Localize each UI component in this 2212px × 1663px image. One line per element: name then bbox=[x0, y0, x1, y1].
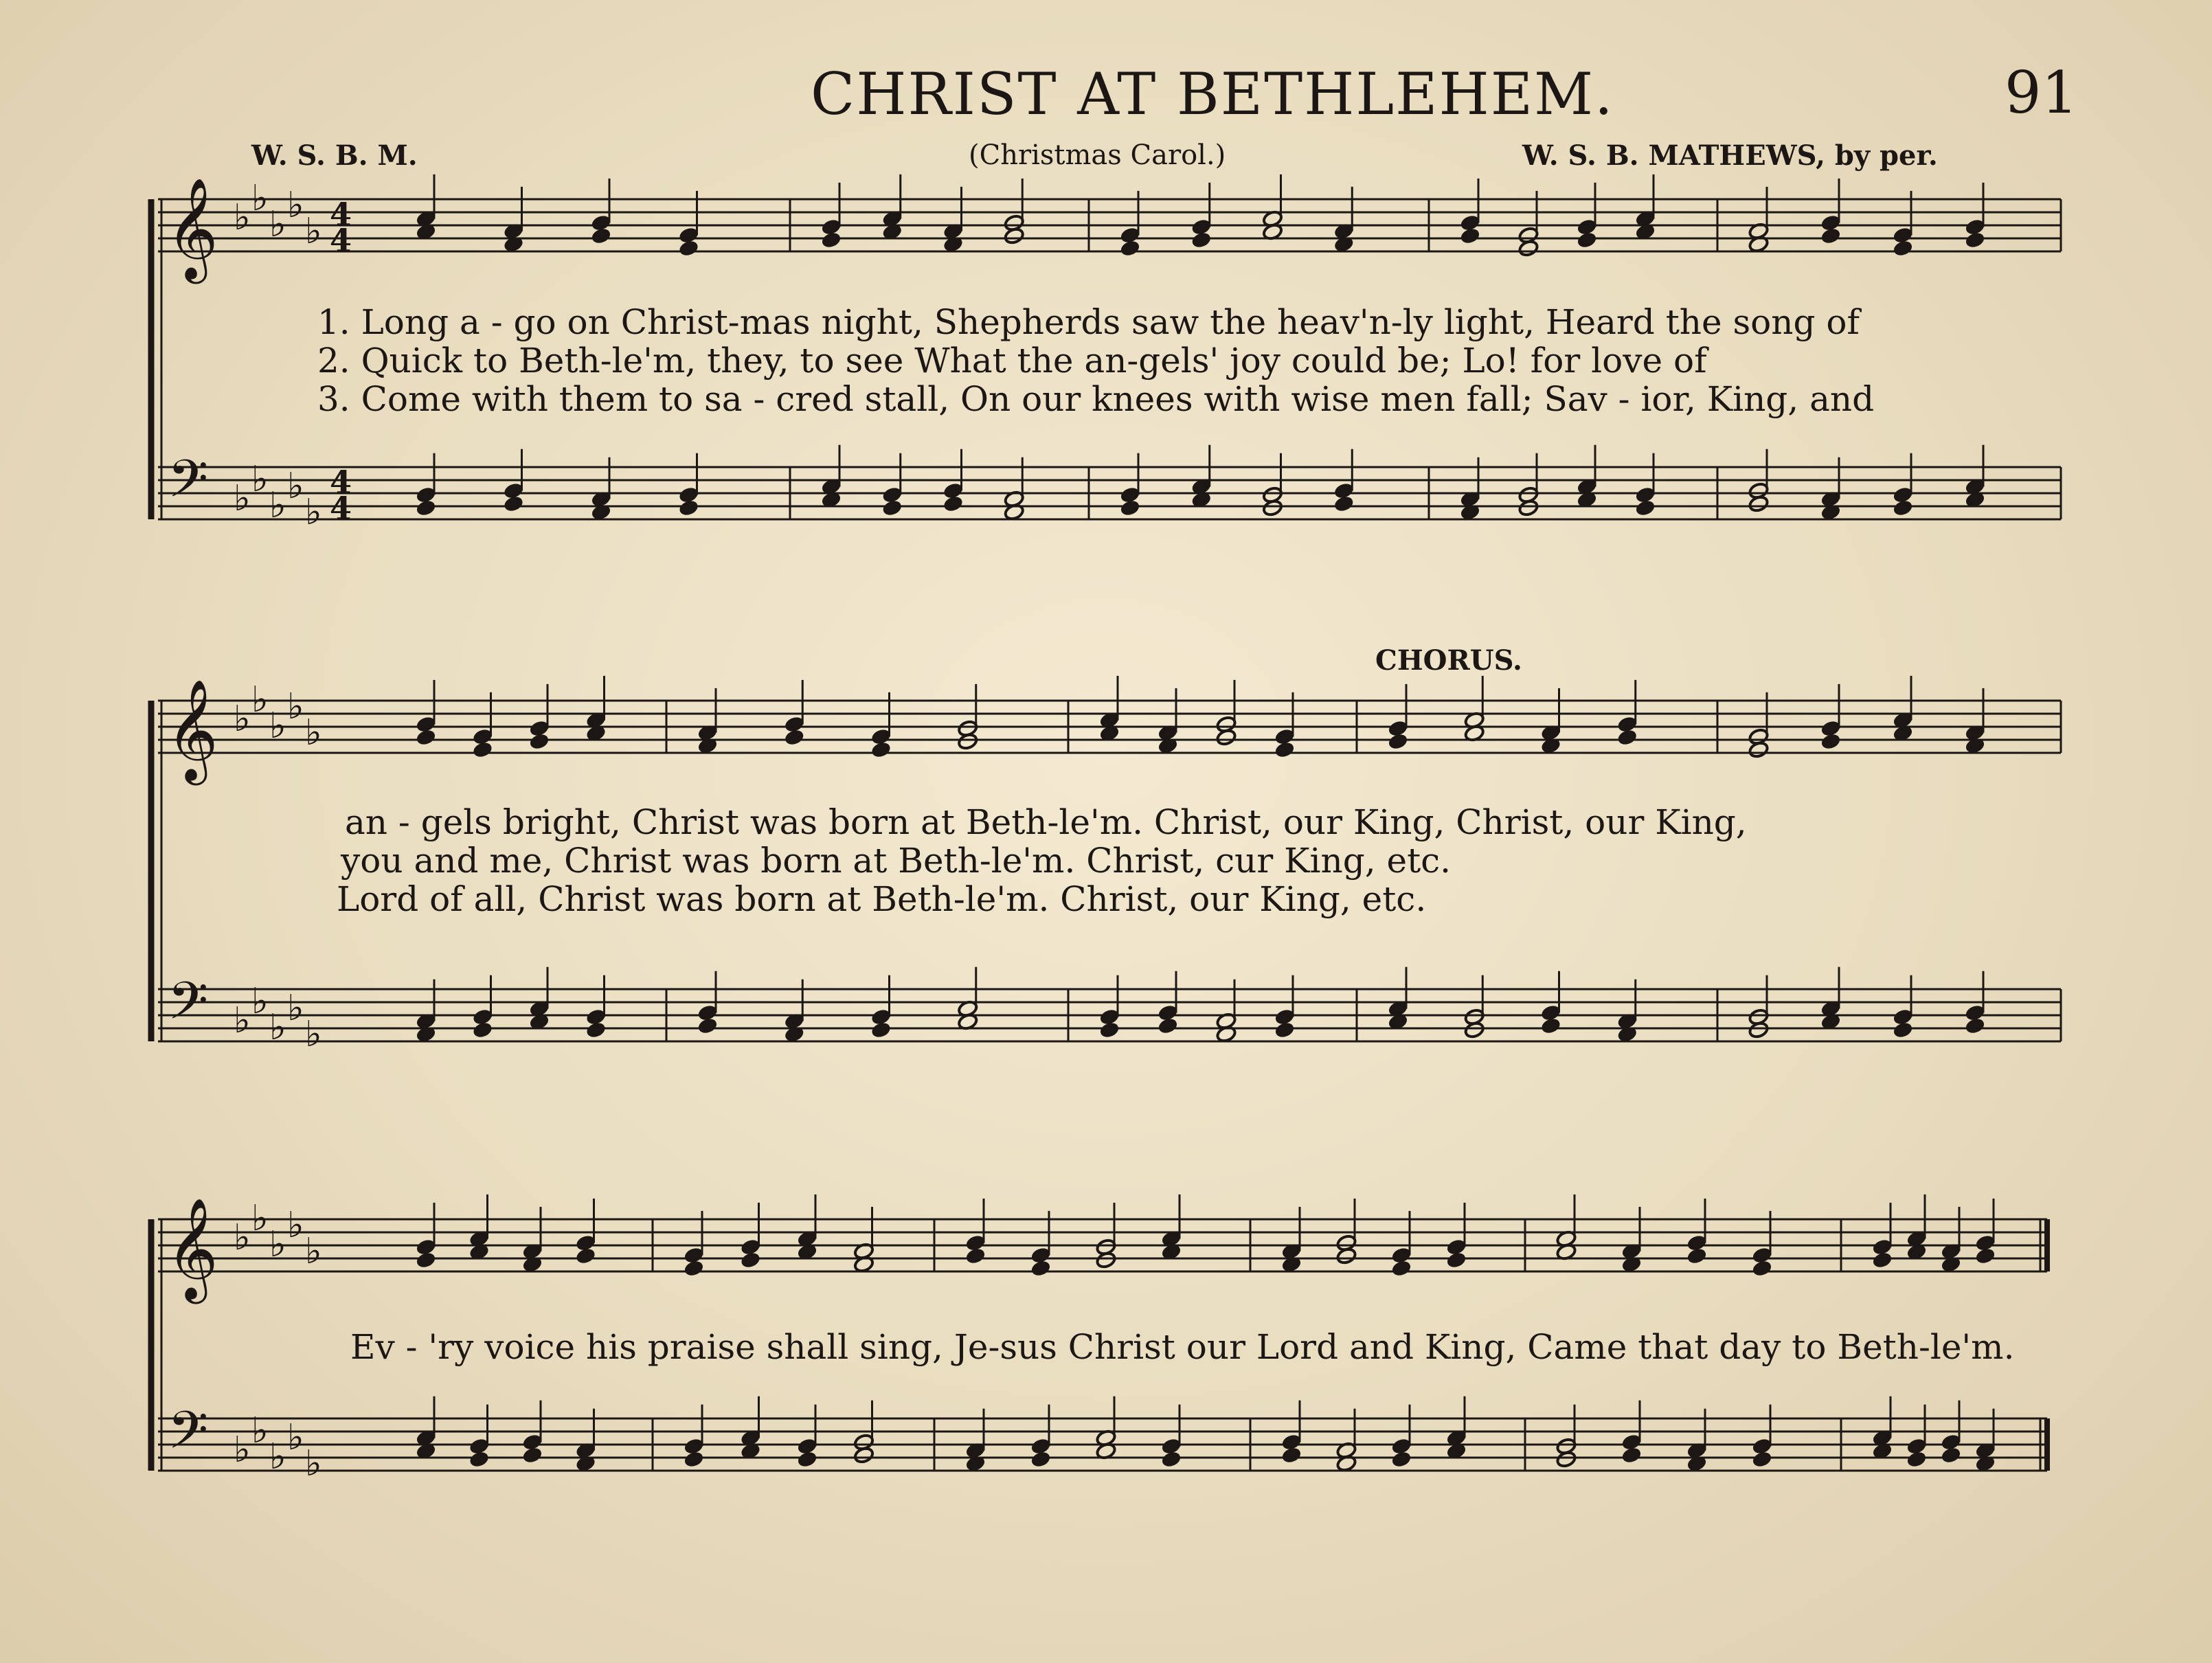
treble-note bbox=[1577, 231, 1598, 249]
treble-note bbox=[416, 1251, 437, 1269]
verse-3-line-2: Lord of all, Christ was born at Beth-le'm. Christ, our King, etc. bbox=[337, 879, 1427, 919]
treble-key-flat: ♭ bbox=[305, 211, 322, 252]
bass-note bbox=[1391, 1450, 1412, 1468]
verse-2-line-1: 2. Quick to Beth-le'm, they, to see What the an-gels' joy could be; Lo! for love of bbox=[317, 341, 1707, 381]
bass-note bbox=[684, 1450, 705, 1468]
treble-note bbox=[740, 1251, 761, 1269]
treble-key-flat: ♭ bbox=[269, 204, 286, 245]
bass-clef: 𝄢 bbox=[168, 449, 209, 522]
bass-key-flat: ♭ bbox=[269, 1007, 286, 1048]
bass-note bbox=[1893, 1021, 1914, 1039]
bass-key-flat: ♭ bbox=[234, 478, 251, 519]
treble-key-flat: ♭ bbox=[287, 1205, 304, 1246]
verse-2-line-2: you and me, Christ was born at Beth-le'm. Christ, cur King, etc. bbox=[341, 841, 1452, 881]
treble-note bbox=[1820, 732, 1842, 750]
treble-note bbox=[1216, 728, 1237, 746]
treble-note bbox=[1965, 231, 1986, 249]
treble-clef: 𝄞 bbox=[166, 1197, 218, 1300]
treble-note bbox=[1686, 1247, 1708, 1265]
treble-note bbox=[1274, 740, 1296, 758]
treble-note bbox=[1391, 1259, 1412, 1277]
treble-note bbox=[1446, 1251, 1467, 1269]
treble-note bbox=[684, 1259, 705, 1277]
bass-note bbox=[1120, 499, 1141, 517]
bass-key-flat: ♭ bbox=[287, 466, 304, 507]
bass-note bbox=[522, 1446, 543, 1464]
bass-note bbox=[1635, 499, 1656, 517]
treble-note bbox=[1388, 732, 1409, 750]
treble-note bbox=[416, 728, 437, 746]
treble-note bbox=[1190, 231, 1212, 249]
bass-note bbox=[1556, 1450, 1577, 1468]
music-credit: W. S. B. MATHEWS, by per. bbox=[1522, 139, 1938, 172]
treble-key-flat: ♭ bbox=[234, 699, 251, 740]
treble-key-flat: ♭ bbox=[305, 712, 322, 754]
bass-key-flat: ♭ bbox=[234, 1429, 251, 1471]
treble-note bbox=[957, 732, 978, 750]
verse-1-line-2: an - gels bright, Christ was born at Beth-le'm. Christ, our King, Christ, our King, bbox=[345, 802, 1747, 842]
time-sig-bottom: 4 bbox=[330, 490, 352, 527]
bass-note bbox=[1099, 1021, 1120, 1039]
bass-note bbox=[1464, 1021, 1485, 1039]
treble-key-flat: ♭ bbox=[269, 705, 286, 747]
bass-note bbox=[469, 1450, 490, 1468]
bass-note bbox=[1158, 1017, 1179, 1034]
bass-note bbox=[503, 495, 524, 512]
treble-note bbox=[965, 1247, 986, 1265]
bass-key-flat: ♭ bbox=[269, 485, 286, 526]
treble-note bbox=[678, 239, 699, 257]
bass-note bbox=[1752, 1450, 1773, 1468]
bass-note bbox=[1621, 1446, 1643, 1464]
treble-key-flat: ♭ bbox=[305, 1231, 322, 1272]
treble-note bbox=[870, 740, 892, 758]
bass-key-flat: ♭ bbox=[305, 492, 322, 533]
treble-key-flat: ♭ bbox=[251, 1198, 269, 1239]
bass-note bbox=[1748, 495, 1770, 512]
bass-note bbox=[1262, 499, 1283, 517]
treble-key-flat: ♭ bbox=[234, 1217, 251, 1258]
bass-clef: 𝄢 bbox=[168, 971, 209, 1044]
bass-key-flat: ♭ bbox=[234, 1000, 251, 1041]
bass-note bbox=[1540, 1017, 1561, 1034]
bass-note bbox=[1893, 499, 1914, 517]
bass-note bbox=[1333, 495, 1355, 512]
treble-note bbox=[1820, 227, 1842, 245]
bass-note bbox=[585, 1021, 607, 1039]
bass-note bbox=[1161, 1450, 1182, 1468]
treble-note bbox=[1096, 1251, 1117, 1269]
treble-note bbox=[1752, 1259, 1773, 1277]
bass-key-flat: ♭ bbox=[287, 1417, 304, 1458]
bass-note bbox=[943, 495, 964, 512]
bass-note bbox=[853, 1446, 874, 1464]
bass-note bbox=[870, 1021, 892, 1039]
treble-note bbox=[1893, 239, 1914, 257]
treble-note bbox=[784, 728, 805, 746]
chorus-label: CHORUS. bbox=[1375, 644, 1522, 677]
bass-note bbox=[678, 499, 699, 517]
treble-note bbox=[1975, 1247, 1996, 1265]
treble-key-flat: ♭ bbox=[269, 1224, 286, 1265]
treble-note bbox=[472, 740, 493, 758]
bass-key-flat: ♭ bbox=[251, 981, 269, 1022]
subtitle: (Christmas Carol.) bbox=[969, 139, 1226, 171]
bass-note bbox=[1965, 1017, 1986, 1034]
treble-note bbox=[1748, 740, 1770, 758]
words-credit: W. S. B. M. bbox=[251, 139, 418, 172]
bass-note bbox=[1274, 1021, 1296, 1039]
chorus-line: Ev - 'ry voice his praise shall sing, Je-sus Christ our Lord and King, Came that day to Beth-le'm. bbox=[350, 1327, 2015, 1367]
treble-key-flat: ♭ bbox=[251, 679, 269, 721]
bass-key-flat: ♭ bbox=[251, 459, 269, 500]
bass-key-flat: ♭ bbox=[287, 988, 304, 1029]
treble-key-flat: ♭ bbox=[251, 178, 269, 219]
treble-key-flat: ♭ bbox=[234, 197, 251, 238]
bass-note bbox=[1941, 1446, 1962, 1464]
bass-note bbox=[881, 499, 903, 517]
treble-note bbox=[1518, 239, 1539, 257]
bass-key-flat: ♭ bbox=[305, 1014, 322, 1055]
page-title: CHRIST AT BETHLEHEM. bbox=[811, 60, 1614, 128]
treble-note bbox=[821, 231, 842, 249]
bass-key-flat: ♭ bbox=[269, 1436, 286, 1478]
bass-note bbox=[1906, 1450, 1928, 1468]
bass-note bbox=[1748, 1021, 1770, 1039]
treble-note bbox=[1872, 1251, 1893, 1269]
treble-note bbox=[1120, 239, 1141, 257]
time-sig-bottom: 4 bbox=[330, 222, 352, 259]
time-sig-top: 4 bbox=[330, 196, 352, 233]
treble-note bbox=[1004, 227, 1025, 245]
treble-note bbox=[1616, 728, 1638, 746]
page-number: 91 bbox=[2005, 59, 2078, 126]
bass-note bbox=[797, 1450, 818, 1468]
treble-clef: 𝄞 bbox=[166, 177, 218, 280]
bass-note bbox=[1030, 1450, 1052, 1468]
bass-note bbox=[472, 1021, 493, 1039]
treble-note bbox=[1336, 1247, 1357, 1265]
verse-1-line-1: 1. Long a - go on Christ-mas night, Shepherds saw the heav'n-ly light, Heard the song of bbox=[317, 302, 1860, 342]
treble-key-flat: ♭ bbox=[287, 686, 304, 727]
bass-note bbox=[1281, 1446, 1302, 1464]
treble-note bbox=[1030, 1259, 1052, 1277]
treble-note bbox=[591, 227, 612, 245]
treble-note bbox=[529, 732, 550, 750]
bass-note bbox=[416, 499, 437, 517]
treble-note bbox=[1460, 227, 1481, 245]
bass-key-flat: ♭ bbox=[305, 1443, 322, 1484]
treble-note bbox=[575, 1247, 596, 1265]
treble-clef: 𝄞 bbox=[166, 679, 218, 781]
treble-key-flat: ♭ bbox=[287, 185, 304, 226]
bass-key-flat: ♭ bbox=[251, 1410, 269, 1451]
bass-note bbox=[697, 1017, 719, 1034]
bass-clef: 𝄢 bbox=[168, 1400, 209, 1473]
time-sig-top: 4 bbox=[330, 464, 352, 501]
bass-note bbox=[1518, 499, 1539, 517]
verse-3-line-1: 3. Come with them to sa - cred stall, On our knees with wise men fall; Sav - ior, King, and bbox=[317, 379, 1875, 419]
